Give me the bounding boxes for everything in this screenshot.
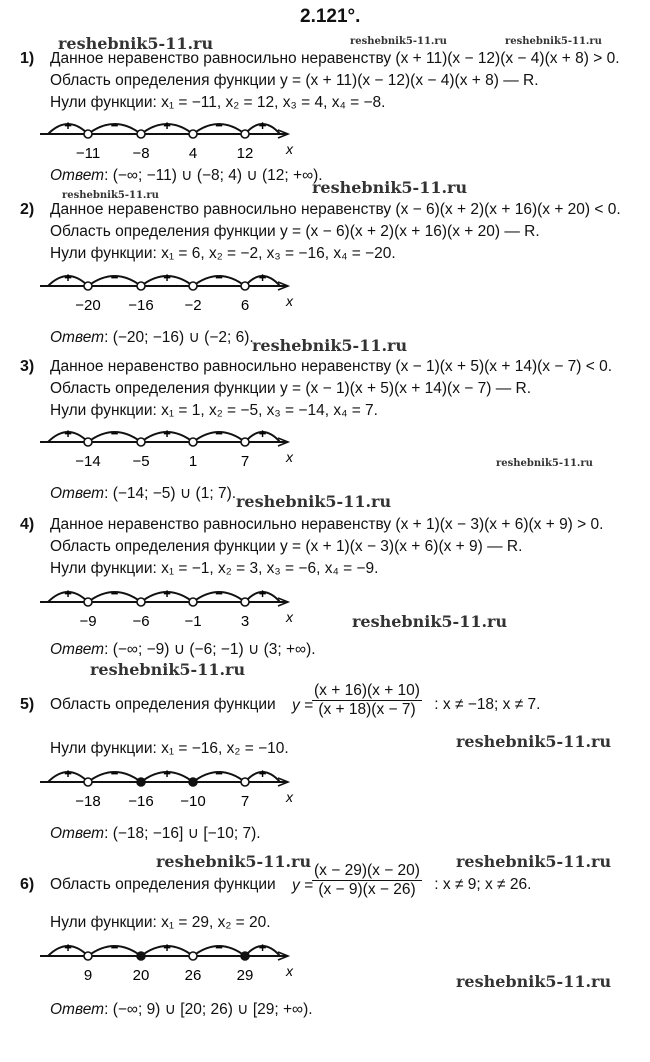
interval-sign: + bbox=[163, 586, 171, 601]
problem-statement: Данное неравенство равносильно неравенству (x + 1)(x − 3)(x + 6)(x + 9) > 0. bbox=[50, 516, 604, 533]
watermark: reshebnik5-11.ru bbox=[252, 336, 408, 355]
interval-sign: + bbox=[258, 940, 267, 955]
watermark: reshebnik5-11.ru bbox=[90, 660, 246, 679]
tick-label: 12 bbox=[236, 145, 254, 162]
tick-label: −20 bbox=[75, 297, 101, 314]
watermark: reshebnik5-11.ru bbox=[62, 190, 159, 201]
interval-sign: + bbox=[163, 940, 171, 955]
axis-variable: x bbox=[286, 141, 293, 157]
answer-text: : (−∞; −11) ∪ (−8; 4) ∪ (12; +∞). bbox=[104, 167, 323, 184]
domain-text: Область определения функции bbox=[50, 696, 276, 713]
watermark: reshebnik5-11.ru bbox=[456, 972, 612, 991]
axis-variable: x bbox=[286, 963, 293, 979]
tick-label: −5 bbox=[132, 453, 150, 470]
answer-label: Ответ bbox=[50, 1001, 105, 1018]
filled-point bbox=[137, 952, 145, 960]
zeros-statement: Нули функции: x₁ = 1, x₂ = −5, x₃ = −14, x₄ = 7. bbox=[50, 402, 378, 419]
answer-line bbox=[50, 824, 261, 843]
filled-point bbox=[189, 778, 197, 786]
open-point bbox=[189, 952, 197, 960]
open-point bbox=[189, 282, 197, 290]
tick-label: −9 bbox=[79, 613, 97, 630]
tick-label: 20 bbox=[132, 967, 150, 984]
sign-chart-1 bbox=[38, 116, 308, 166]
watermark: reshebnik5-11.ru bbox=[496, 458, 593, 469]
domain-statement: Область определения функции y = (x + 11)(x − 12)(x − 4)(x + 8) — R. bbox=[50, 72, 539, 89]
tick-label: −2 bbox=[184, 297, 202, 314]
tick-label: −6 bbox=[132, 613, 150, 630]
interval-sign: + bbox=[258, 270, 267, 285]
answer-label: Ответ bbox=[50, 167, 105, 184]
tick-label: 26 bbox=[184, 967, 202, 984]
domain-statement: Область определения функции y = (x − 1)(x + 5)(x + 14)(x − 7) — R. bbox=[50, 380, 532, 397]
tick-label: −1 bbox=[184, 613, 202, 630]
interval-sign: + bbox=[258, 118, 267, 133]
watermark: reshebnik5-11.ru bbox=[456, 852, 612, 871]
axis-variable: x bbox=[286, 449, 293, 465]
interval-sign: + bbox=[64, 940, 72, 955]
tick-label: −8 bbox=[132, 145, 150, 162]
open-point bbox=[241, 438, 249, 446]
interval-sign: − bbox=[110, 270, 119, 285]
interval-sign: − bbox=[215, 940, 223, 955]
answer-text: : (−∞; −9) ∪ (−6; −1) ∪ (3; +∞). bbox=[104, 641, 316, 658]
open-point bbox=[137, 130, 145, 138]
answer-label: Ответ bbox=[50, 329, 105, 346]
answer-line bbox=[50, 1000, 313, 1019]
zeros-statement: Нули функции: x₁ = 29, x₂ = 20. bbox=[50, 914, 271, 931]
tick-label: 9 bbox=[83, 967, 93, 984]
interval-sign: − bbox=[215, 586, 223, 601]
domain-text: Область определения функции bbox=[50, 876, 276, 893]
interval-sign: + bbox=[163, 766, 171, 781]
interval-sign: − bbox=[110, 940, 119, 955]
answer-label: Ответ bbox=[50, 825, 105, 842]
tick-label: 3 bbox=[240, 613, 250, 630]
interval-sign: + bbox=[258, 586, 267, 601]
open-point bbox=[84, 952, 92, 960]
watermark: reshebnik5-11.ru bbox=[352, 612, 508, 631]
tick-label: 4 bbox=[188, 145, 198, 162]
problem-number: 5) bbox=[20, 696, 35, 713]
interval-sign: + bbox=[163, 270, 171, 285]
watermark: reshebnik5-11.ru bbox=[236, 492, 392, 511]
interval-sign: + bbox=[163, 118, 171, 133]
answer-line bbox=[50, 640, 316, 659]
answer-text: : (−14; −5) ∪ (1; 7). bbox=[104, 485, 237, 502]
axis-variable: x bbox=[286, 789, 293, 805]
open-point bbox=[241, 778, 249, 786]
problem-number: 1) bbox=[20, 50, 35, 67]
fraction-denominator: (x + 18)(x − 7) bbox=[318, 701, 416, 718]
interval-sign: − bbox=[110, 766, 119, 781]
answer-text: : (−18; −16] ∪ [−10; 7). bbox=[104, 825, 261, 842]
watermark: reshebnik5-11.ru bbox=[505, 36, 602, 47]
tick-label: −18 bbox=[75, 793, 101, 810]
watermark: reshebnik5-11.ru bbox=[58, 34, 214, 53]
watermark: reshebnik5-11.ru bbox=[350, 36, 447, 47]
tick-label: 1 bbox=[188, 453, 198, 470]
axis-variable: x bbox=[286, 293, 293, 309]
answer-line bbox=[50, 166, 323, 185]
fraction-numerator: (x + 16)(x + 10) bbox=[314, 682, 420, 699]
open-point bbox=[241, 130, 249, 138]
answer-line bbox=[50, 328, 254, 347]
domain-statement: Область определения функции y = (x + 1)(x − 3)(x + 6)(x + 9) — R. bbox=[50, 538, 523, 555]
open-point bbox=[84, 778, 92, 786]
sign-chart-3 bbox=[38, 424, 308, 474]
problem-number: 2) bbox=[20, 201, 35, 218]
sign-chart-6 bbox=[38, 938, 308, 988]
open-point bbox=[84, 282, 92, 290]
watermark: reshebnik5-11.ru bbox=[456, 732, 612, 751]
interval-sign: + bbox=[258, 426, 267, 441]
watermark: reshebnik5-11.ru bbox=[312, 178, 468, 197]
interval-sign: + bbox=[258, 766, 267, 781]
open-point bbox=[241, 282, 249, 290]
open-point bbox=[137, 282, 145, 290]
open-point bbox=[84, 598, 92, 606]
answer-label: Ответ bbox=[50, 641, 105, 658]
domain-restriction: : x ≠ −18; x ≠ 7. bbox=[434, 696, 541, 713]
open-point bbox=[137, 438, 145, 446]
open-point bbox=[84, 130, 92, 138]
open-point bbox=[137, 598, 145, 606]
interval-sign: − bbox=[110, 118, 119, 133]
problem-statement: Данное неравенство равносильно неравенству (x + 11)(x − 12)(x − 4)(x + 8) > 0. bbox=[50, 50, 620, 67]
tick-label: 6 bbox=[240, 297, 250, 314]
interval-sign: − bbox=[215, 118, 223, 133]
tick-label: 7 bbox=[240, 453, 250, 470]
problem-statement: Данное неравенство равносильно неравенству (x − 6)(x + 2)(x + 16)(x + 20) < 0. bbox=[50, 201, 621, 218]
interval-sign: + bbox=[64, 426, 72, 441]
fraction-denominator: (x − 9)(x − 26) bbox=[318, 881, 416, 898]
interval-sign: − bbox=[215, 766, 223, 781]
tick-label: 7 bbox=[240, 793, 250, 810]
open-point bbox=[189, 598, 197, 606]
zeros-statement: Нули функции: x₁ = 6, x₂ = −2, x₃ = −16, x₄ = −20. bbox=[50, 245, 396, 262]
filled-point bbox=[241, 952, 249, 960]
domain-statement bbox=[50, 876, 531, 894]
interval-sign: + bbox=[163, 426, 171, 441]
zeros-statement: Нули функции: x₁ = −1, x₂ = 3, x₃ = −6, x₄ = −9. bbox=[50, 560, 379, 577]
interval-sign: − bbox=[110, 426, 119, 441]
interval-sign: − bbox=[110, 586, 119, 601]
problem-number: 4) bbox=[20, 516, 35, 533]
interval-sign: + bbox=[64, 766, 72, 781]
interval-sign: + bbox=[64, 586, 72, 601]
tick-label: −16 bbox=[128, 297, 154, 314]
tick-label: −14 bbox=[75, 453, 101, 470]
interval-sign: + bbox=[64, 270, 72, 285]
tick-label: 29 bbox=[236, 967, 254, 984]
zeros-statement: Нули функции: x₁ = −16, x₂ = −10. bbox=[50, 740, 289, 757]
tick-label: −11 bbox=[75, 145, 101, 162]
watermark: reshebnik5-11.ru bbox=[156, 852, 312, 871]
answer-label: Ответ bbox=[50, 485, 105, 502]
answer-line bbox=[50, 484, 236, 503]
problem-number: 3) bbox=[20, 358, 35, 375]
problem-number: 6) bbox=[20, 876, 35, 893]
sign-chart-2 bbox=[38, 268, 308, 318]
axis-variable: x bbox=[286, 609, 293, 625]
open-point bbox=[189, 130, 197, 138]
interval-sign: − bbox=[215, 426, 223, 441]
interval-sign: + bbox=[64, 118, 72, 133]
tick-label: −10 bbox=[180, 793, 206, 810]
zeros-statement: Нули функции: x₁ = −11, x₂ = 12, x₃ = 4, x₄ = −8. bbox=[50, 94, 386, 111]
page-title: 2.121°. bbox=[300, 6, 361, 27]
open-point bbox=[84, 438, 92, 446]
filled-point bbox=[137, 778, 145, 786]
fraction-numerator: (x − 29)(x − 20) bbox=[314, 862, 420, 879]
sign-chart-4 bbox=[38, 584, 308, 634]
sign-chart-5 bbox=[38, 764, 308, 814]
answer-text: : (−∞; 9) ∪ [20; 26) ∪ [29; +∞). bbox=[104, 1001, 313, 1018]
interval-sign: − bbox=[215, 270, 223, 285]
function-fraction bbox=[312, 862, 422, 899]
function-fraction bbox=[312, 682, 422, 719]
problem-statement: Данное неравенство равносильно неравенству (x − 1)(x + 5)(x + 14)(x − 7) < 0. bbox=[50, 358, 613, 375]
open-point bbox=[189, 438, 197, 446]
domain-restriction: : x ≠ 9; x ≠ 26. bbox=[434, 876, 532, 893]
open-point bbox=[241, 598, 249, 606]
domain-statement: Область определения функции y = (x − 6)(x + 2)(x + 16)(x + 20) — R. bbox=[50, 223, 540, 240]
answer-text: : (−20; −16) ∪ (−2; 6). bbox=[104, 329, 254, 346]
tick-label: −16 bbox=[128, 793, 154, 810]
